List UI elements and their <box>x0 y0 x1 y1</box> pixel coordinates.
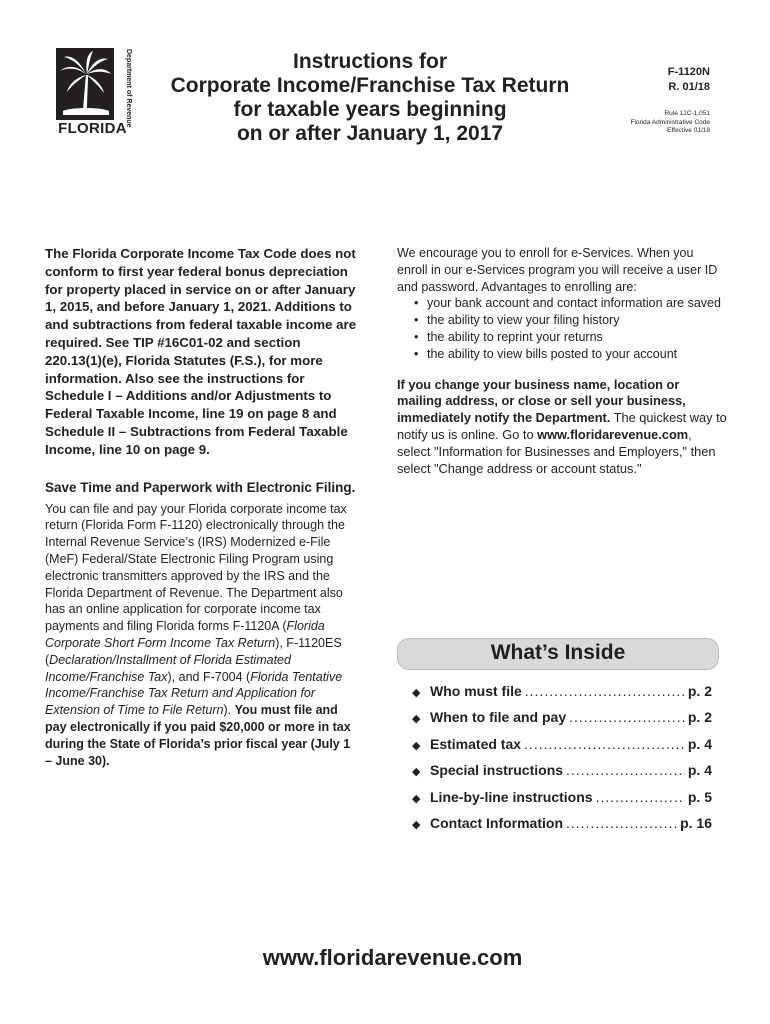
title-line-1: Instructions for <box>292 50 447 73</box>
right-column <box>397 245 727 477</box>
toc-item-when-to-file[interactable] <box>412 709 712 735</box>
efile-text-2: ), F-1120ES ( <box>45 635 342 667</box>
efile-paragraph <box>45 501 360 770</box>
title-line-2: Corporate Income/Franchise Tax Return <box>170 74 570 97</box>
form-f1120es-name: Declaration/Installment of Florida Estimated Income/Franchise Tax <box>45 652 291 684</box>
efile-text-4: ). <box>223 703 232 718</box>
toc-label: Line-by-line instructions <box>430 788 593 805</box>
dot-leader <box>524 736 685 752</box>
list-item: • your bank account and contact information are saved <box>427 295 727 312</box>
change-business-paragraph <box>397 377 727 478</box>
diamond-bullet-icon: ◆ <box>412 739 421 752</box>
dot-leader <box>596 789 685 805</box>
enroll-paragraph: We encourage you to enroll for e-Services. When you enroll in our e-Services program you will receive a user ID and password. Advantages to enrolling are: <box>397 246 718 294</box>
rule-reference <box>631 110 710 136</box>
toc-item-contact-information[interactable] <box>412 815 712 841</box>
form-f1120a-name: Florida Corporate Short Form Income Tax Return <box>45 619 325 650</box>
change-text-2: , select "Information for Businesses and Employers," then select "Change address or account status." <box>397 426 716 476</box>
dot-leader <box>525 683 685 699</box>
dot-leader <box>566 762 685 778</box>
rule-number: Rule 12C-1.051 <box>664 110 710 117</box>
florida-dor-logo <box>55 47 135 142</box>
toc-page: p. 16 <box>680 814 712 831</box>
toc-page: p. 4 <box>687 762 712 779</box>
diamond-bullet-icon: ◆ <box>412 687 421 699</box>
left-column <box>45 245 360 769</box>
diamond-bullet-icon: ◆ <box>412 713 421 726</box>
efile-text-1: You can file and pay your Florida corporate income tax return (Florida Form F-1120) electronically through the Internal Revenue Service’s (IRS) Modernized e-File (MeF) Federal/State Electronic Filing Program using electronic transmitters approved by the IRS and the Florida Department of Revenue. The Department also has an online application for corporate income tax payments and filing Florida forms F-1120A ( <box>45 501 347 634</box>
form-revision: R. 01/18 <box>668 81 710 93</box>
title-line-3: for taxable years beginning <box>233 98 507 121</box>
list-item: • the ability to view your filing history <box>427 312 727 329</box>
toc-item-who-must-file[interactable] <box>412 683 712 709</box>
toc-page: p. 5 <box>687 788 712 805</box>
toc-page: p. 2 <box>687 683 712 699</box>
whats-inside-banner <box>397 638 719 670</box>
toc-label: Estimated tax <box>430 735 522 752</box>
dot-leader <box>566 815 677 831</box>
toc-item-line-by-line[interactable] <box>412 789 712 815</box>
change-notice: If you change your business name, location or mailing address, or close or sell your business, immediately notify the Department. <box>397 376 686 426</box>
form-f7004-name: Florida Tentative Income/Franchise Tax Return and Application for Extension of Time to File Return <box>45 669 343 718</box>
title-line-4: on or after January 1, 2017 <box>236 122 504 145</box>
toc-item-estimated-tax[interactable] <box>412 736 712 762</box>
table-of-contents <box>412 683 712 841</box>
toc-item-special-instructions[interactable] <box>412 762 712 788</box>
page-title <box>140 50 600 146</box>
toc-page: p. 4 <box>687 735 712 752</box>
diamond-bullet-icon: ◆ <box>412 792 421 805</box>
list-item: • the ability to reprint your returns <box>427 329 727 346</box>
toc-label: When to file and pay <box>430 709 567 726</box>
department-of-revenue-label: Department of Revenue <box>125 49 132 128</box>
footer-website-link[interactable]: www.floridarevenue.com <box>262 945 523 970</box>
bonus-depreciation-notice: The Florida Corporate Income Tax Code does not conform to first year federal bonus depreciation for property placed in service on or after January 1, 2015, and before January 1, 2021. Additions to and subtractions from federal taxable income are required. See TIP #16C01-02 and section 220.13(1)(e), Florida Statutes (F.S.), for more information. Also see the instructions for Schedule I – Additions and/or Adjustments to Federal Taxable Income, line 19 on page 8 and Schedule II – Subtractions from Federal Taxable Income, line 10 on page 9. <box>45 246 357 457</box>
toc-label: Who must file <box>430 683 522 699</box>
efile-requirement: You must file and pay electronically if you paid $20,000 or more in tax during the State of Florida’s prior fiscal year (July 1 – June 30). <box>45 703 351 768</box>
list-item: • the ability to view bills posted to your account <box>427 346 727 363</box>
change-text-1: The quickest way to notify us is online. Go to <box>397 410 727 442</box>
website-link[interactable]: www.floridarevenue.com <box>537 426 689 442</box>
efile-text-3: ), and F-7004 ( <box>167 669 251 684</box>
form-identifier <box>668 65 710 95</box>
form-number: F-1120N <box>667 66 710 78</box>
toc-label: Contact Information <box>430 814 563 831</box>
advantages-list <box>397 295 727 362</box>
effective-date: Effective 01/18 <box>667 127 710 134</box>
dot-leader <box>569 709 685 725</box>
toc-page: p. 2 <box>687 709 712 726</box>
whats-inside-title: What’s Inside <box>490 641 626 664</box>
diamond-bullet-icon: ◆ <box>412 766 421 779</box>
efile-heading: Save Time and Paperwork with Electronic Filing. <box>45 479 356 495</box>
toc-label: Special instructions <box>430 762 564 779</box>
admin-code: Florida Administrative Code <box>630 118 710 126</box>
florida-wordmark: FLORIDA <box>58 120 127 137</box>
diamond-bullet-icon: ◆ <box>412 818 421 831</box>
